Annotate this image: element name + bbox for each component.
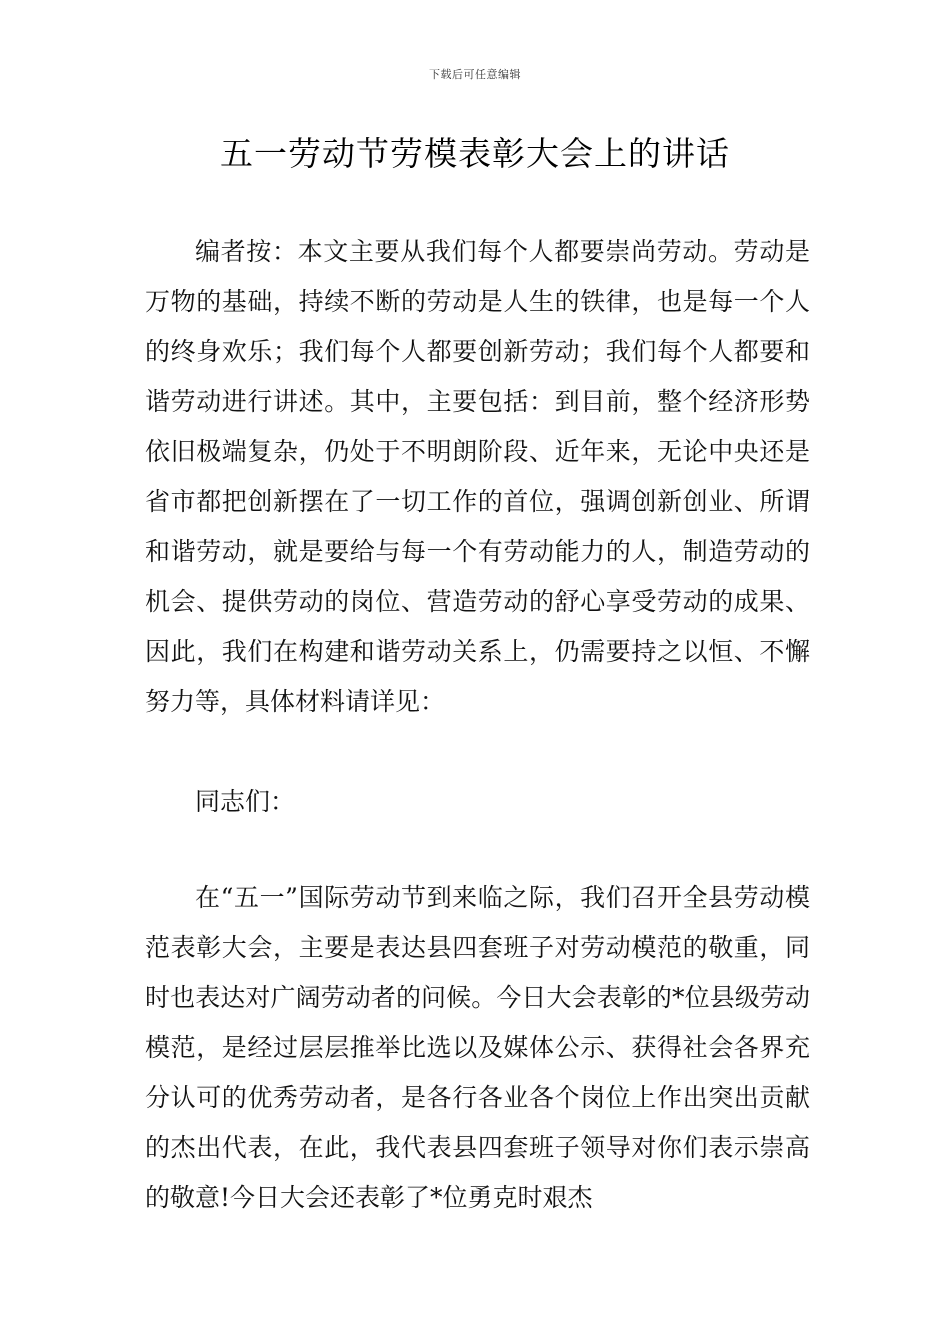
page-header-note: 下载后可任意编辑 [429, 68, 521, 81]
body-paragraph: 在“五一”国际劳动节到来临之际，我们召开全县劳动模范表彰大会，主要是表达县四套班子对劳动模范的敬重，同时也表达对广阔劳动者的问候。今日大会表彰的*位县级劳动模范，是经过层层推举比选以及媒体公示、获得社会各界充分认可的优秀劳动者，是各行各业各个岗位上作出突出贡献的杰出代表，在此，我代表县四套班子领导对你们表示崇高的敬意!今日大会还表彰了*位勇克时艰杰 [145, 883, 810, 1212]
editor-note-paragraph: 编者按：本文主要从我们每个人都要崇尚劳动。劳动是万物的基础，持续不断的劳动是人生的铁律，也是每一个人的终身欢乐；我们每个人都要创新劳动；我们每个人都要和谐劳动进行讲述。其中，主要包括：到目前，整个经济形势依旧极端复杂，仍处于不明朗阶段、近年来，无论中央还是省市都把创新摆在了一切工作的首位，强调创新创业、所谓和谐劳动，就是要给与每一个有劳动能力的人，制造劳动的机会、提供劳动的岗位、营造劳动的舒心享受劳动的成果、因此，我们在构建和谐劳动关系上，仍需要持之以恒、不懈努力等，具体材料请详见： [145, 237, 810, 716]
document-title: 五一劳动节劳模表彰大会上的讲话 [220, 134, 730, 173]
salutation-paragraph: 同志们： [195, 787, 296, 816]
